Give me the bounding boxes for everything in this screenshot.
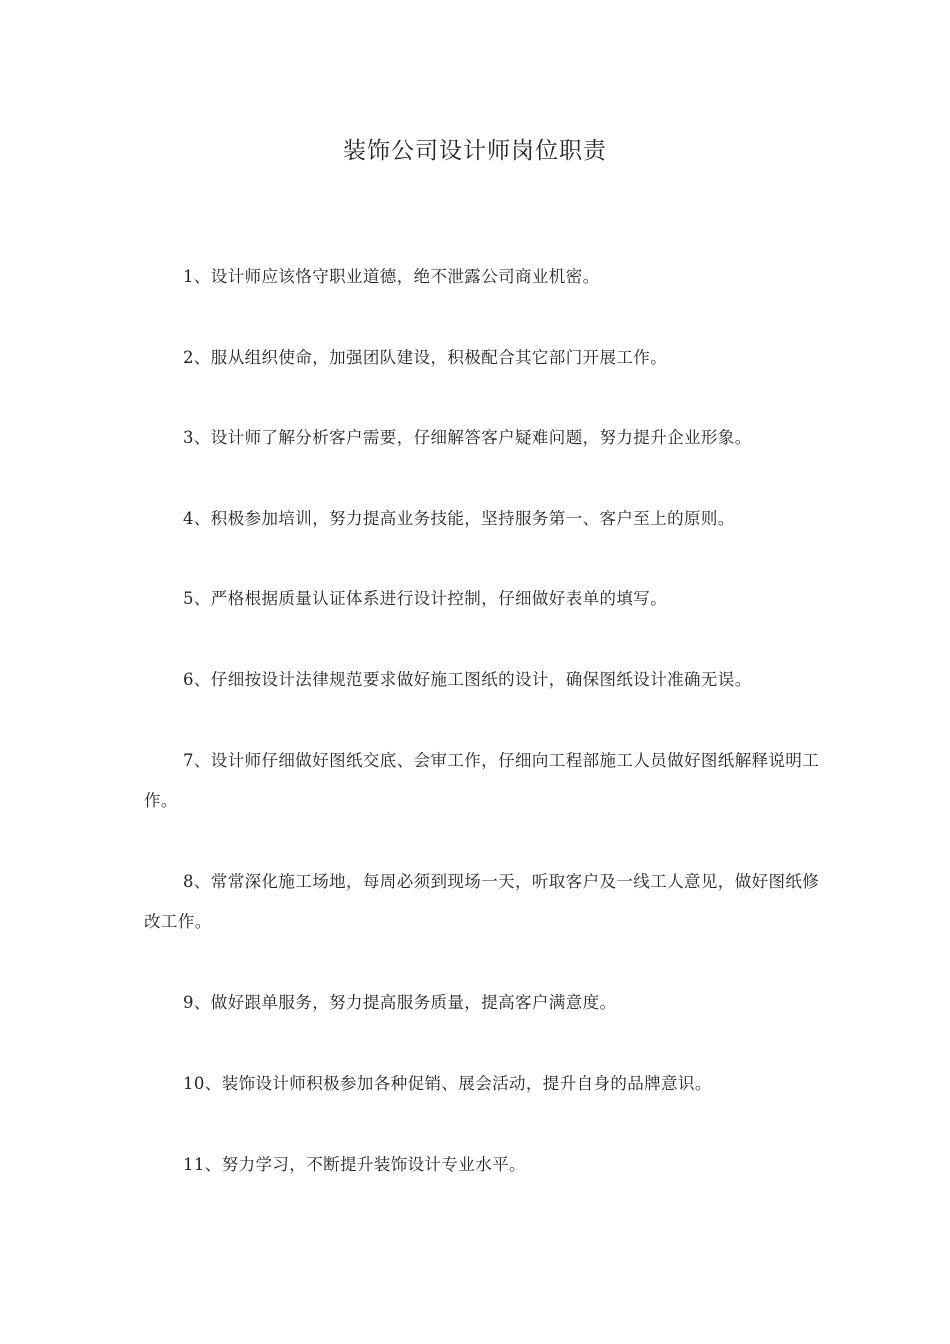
duty-item-7: 7、设计师仔细做好图纸交底、会审工作，仔细向工程部施工人员做好图纸解释说明工作。: [144, 751, 820, 810]
duty-item-4: 4、积极参加培训，努力提高业务技能，坚持服务第一、客户至上的原则。: [183, 509, 735, 528]
duty-item-3: 3、设计师了解分析客户需要，仔细解答客户疑难问题，努力提升企业形象。: [183, 428, 752, 447]
duty-item-11: 11、努力学习，不断提升装饰设计专业水平。: [183, 1155, 526, 1174]
duty-item-9: 9、做好跟单服务，努力提高服务质量，提高客户满意度。: [183, 993, 617, 1012]
duty-item-8: 8、常常深化施工场地，每周必须到现场一天，听取客户及一线工人意见，做好图纸修改工作。: [144, 872, 820, 931]
duty-item-2: 2、服从组织使命，加强团队建设，积极配合其它部门开展工作。: [183, 348, 668, 367]
duty-item-5: 5、严格根据质量认证体系进行设计控制，仔细做好表单的填写。: [183, 589, 668, 608]
duty-item-1: 1、设计师应该恪守职业道德，绝不泄露公司商业机密。: [183, 267, 600, 286]
duty-item-10: 10、装饰设计师积极参加各种促销、展会活动，提升自身的品牌意识。: [183, 1074, 712, 1093]
document-title: 装饰公司设计师岗位职责: [343, 138, 607, 164]
duty-item-6: 6、仔细按设计法律规范要求做好施工图纸的设计，确保图纸设计准确无误。: [183, 670, 752, 689]
